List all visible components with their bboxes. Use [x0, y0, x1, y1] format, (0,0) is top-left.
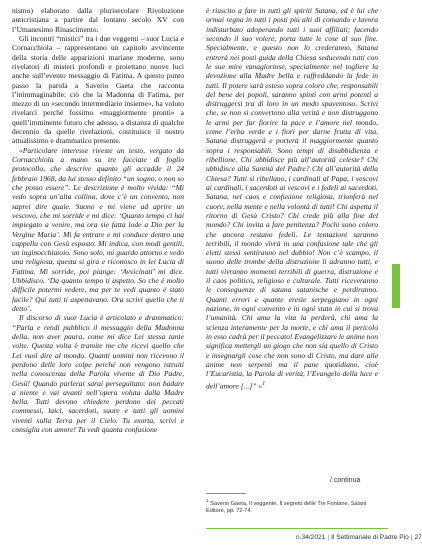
- quoted-paragraph: [206, 6, 378, 390]
- quoted-paragraph: Il discorso di suor Lucia è articolato e drammatico: “Parla e rendi pubblico il messaggio della Madonna della, non aver paura, come mi dice Lei stessa tante volte. Questa volta è tramite me che ricevi quello che Lei vuol dire al mondo. Quanti uomini non ricevono il perdono delle loro colpe perché non vengono istruiti nella conoscenza della Parola vivente di Dio Padre, Gesù! Quando parlerai sarai perseguitato: non badare a niente e vai avanti nell’opera voluta dalla Madre bella. Tutti devono chiedere perdono dei peccati commessi, laici, sacerdoti, suore e tutti gli uomini viventi sulla Terra per il Cielo. Tu esorta, scrivi e consiglia con amore! Tu vedi quanta confusione: [12, 313, 184, 435]
- continua-label: / continua: [330, 477, 361, 484]
- footnote-text: Saverio Gaeta, Il veggente. Il segreto delle Tre Fontane, Salani Editore, pp. 72-74.: [206, 500, 367, 515]
- page-edge-accent-bar: [392, 264, 400, 308]
- left-text-column: [12, 6, 184, 434]
- footer-divider: [206, 528, 388, 529]
- footer-separator: |: [327, 534, 330, 541]
- right-text-column: [206, 6, 378, 390]
- footer-magazine-name: Il Settimanale di Padre Pio: [331, 534, 409, 541]
- footnote-divider: [206, 493, 246, 494]
- footnote-number: 1: [206, 498, 209, 503]
- page-number: 27: [414, 534, 422, 541]
- footnote: [206, 497, 378, 516]
- paragraph: Gli incontri “mistici” tra i due veggenti – suor Lucia e Cornacchiola – rappresentano un capitolo avvincente della storia delle apparizioni mariane moderne, sono rivelatori di misteri profondi e proiettano nuove luci anche sull’evento messaggio di Fatima. A questo punto passo la parola a Saverio Gaeta che racconta l’inimmaginabile: ciò che la Madonna di Fatima, per mezzo di un «secondo intermediario insieme», ha voluto rivelarci perché fossimo «maggiormente pronti» a quell’imminente futuro che adesso, a distanza di qualche decennio da quelle rivelazioni, costituisce il nostro attualissimo e drammatico presente.: [12, 33, 184, 146]
- paragraph: nismo) elaborato dalla plurisecolare Rivoluzione anticristiana a partire dal lontano secolo XV con l’Umanesimo Rinascimento.: [12, 6, 184, 34]
- paragraph-text: è riuscito a fare in tutti gli spiriti Satana, ed è lui che ormai regna in tutti i posti più alti di comando e lavora indisturbato adoperando tutti i suoi affiliati; facendo secondo il suo volere, porta tutte le cose al suo fine. Specialmente, e questo non lo crederanno, Satana entrerà nei posti guida della Chiesa seducendo tutti con le sue mire vanagloriose, specialmente nel togliere la devozione alla Madre bella e raffreddando la fede in tutti. Il potere sarà esteso sopra coloro che, responsabili del bene dei popoli, saranno spinti con armi potenti a distruggersi tra di loro in un modo spaventoso. Scrivi che, se non si convertono alla verità e non distruggono le armi per far fiorire la pace e l’amore nel mondo, come l’erba verde e i fiori per darne frutta di vita, Satana distruggerà e porterà il maggiormente quanto sopra i responsabili. Sono tempi di disubbidienza e ribellione. Chi ubbidisce più all’autorità celeste? Chi ubbidisce alla Santità del Padre? Chi all’autorità della Chiesa? Tutti si ribellano, i cardinali al Papa, i vescovi ai cardinali, i sacerdoti ai vescovi e i fedeli ai sacerdoti. Satana, nel caos e confusione religiosa, trionferà nel cuore, nella mente e nella volontà di tutti! Chi aspetta il ritorno di Gesù Cristo? Chi crede più alla fine del mondo? Chi invita a fare penitenza? Pochi sono coloro che ancora restano fedeli. Le tentazioni saranno terribili, il mondo vivrà in una confusione tale che gli eletti stessi sentiranno nel dubbio! Non c’è scampo, il suono delle trombe della distruzione li adranno tutti, e tutti vivranno momenti terribili di guerra, distruzione e il caos politico, religioso e culturale. Tutti riceveranno le conseguenze di satana satanische e perdiranno. Quanti errori e quante eresie serpeggiano in ogni nazione, in ogni convento e in ogni stato in cui si trova l’umanità. Chi ama la vita la perderà, chi ama la scienza interamente per la morte, e chi ama il pericolo in esso cadrà per il peccato! Evangelizzare le anime non significa mettergli un giogo che non sia quello di Cristo e insegnargli cose che non sono di Cristo, ma dare alle anime non serpenti ma il pane quotidiano, cioè l’Eucaristia, la Parola di verità, l’Evangelo della luce e dell’amore [...]” »: [206, 6, 378, 391]
- footer-issue: n.34/2021: [296, 534, 326, 541]
- quoted-paragraph: «Particolare interesse riveste un testo, vergato da Cornacchiola a mano su tre facciate di foglio protocollo, che descrive quanto gli accadde il 24 febbraio 1968, da lui stesso definito “un sogno, o non so che posso essere”. Le descrizione è molto vivida: “Mi vedo sopra un’alta collina, dove c’è un convento, non saprei dire quale. Suono e mi viene ad aprire un vescovo, che mi sorride e mi dice: ‘Quanto tempo ci hai impiegato a venire, ma ora sie fatta lode a Dio per la Vergine Maria’. Mi fa entrare e mi conduce dentro una cappella con Gesù esposto. Mi indica, con modi gentili, un inginocchiatoio. Sono solo, mi guardo attorno e vedo una religiosa, questa si gira e riconosco in lei Lucia di Fatima. Mi sorride, poi piange: ‘Avvicinati’ mi dice. Ubbidisco. ‘Da quanto tempo ti aspetto. So che è molto difficile potermi vedere, ma per te vedi quanto è stato facile? Qui tutti ti aspettavano. Ora scrivi quello che ti detto’.: [12, 145, 184, 313]
- footnote-reference: 1: [262, 379, 266, 387]
- footer-separator: |: [410, 534, 413, 541]
- page-footer: [296, 534, 422, 541]
